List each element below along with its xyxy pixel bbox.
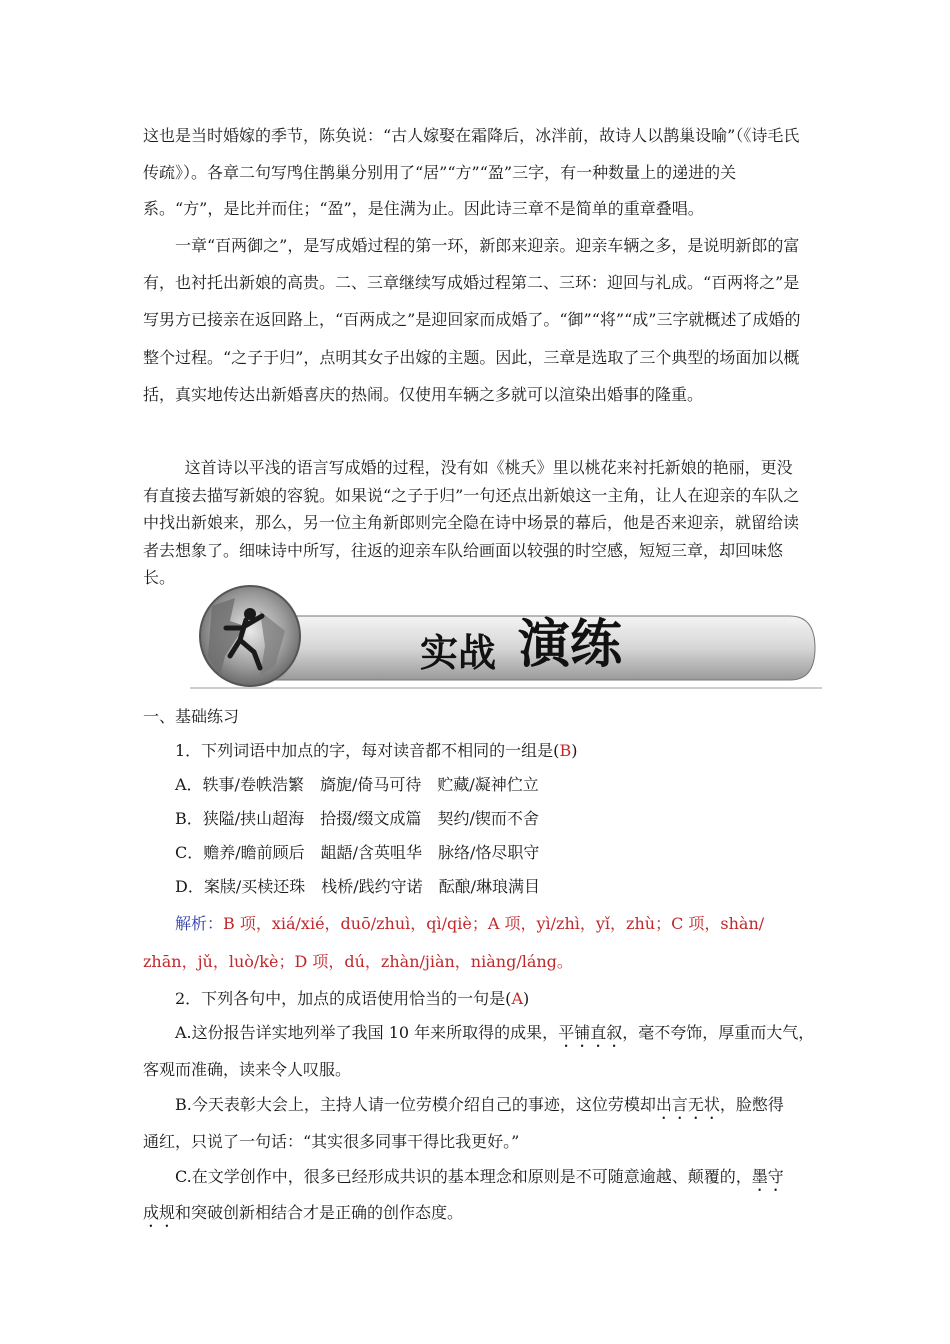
section-banner [190, 576, 822, 691]
option-c-text-end: 和突破创新相结合才是正确的创作态度。 [175, 1203, 464, 1222]
banner-title-a: 实战 [420, 630, 497, 675]
question-1-option-c: C．赡养/瞻前顾后 龃龉/含英咀华 脉络/恪尽职守 [175, 843, 540, 862]
question-2-option-c-line-2 [143, 1200, 463, 1231]
question-2-option-b-line-2: 通红，只说了一句话：“其实很多同事干得比我更好。” [143, 1132, 520, 1151]
question-1-close: ) [571, 741, 578, 760]
question-1-analysis-line-1 [175, 911, 764, 934]
question-2-text: 2．下列各句中，加点的成语使用恰当的一句是( [175, 989, 512, 1008]
section-title: 一、基础练习 [143, 707, 240, 726]
climber-emblem-icon [200, 586, 300, 686]
question-1-stem [175, 738, 577, 761]
question-2-close: ) [523, 989, 530, 1008]
banner-title-b: 演练 [518, 614, 623, 675]
question-2-option-c-line-1 [175, 1164, 784, 1195]
paragraph-2: 一章“百两御之”，是写成婚过程的第一环，新郎来迎亲。迎亲车辆之多，是说明新郎的富有，也衬托出新娘的高贵。二、三章继续写成婚过程第二、三环：迎回与礼成。“百两将之”是写男方已接亲在返回路上，“百两成之”是迎回家而成婚了。“御”“将”“成”三字就概述了成婚的整个过程。“之子于归”，点明其女子出嫁的主题。因此，三章是选取了三个典型的场面加以概括，真实地传达出新婚喜庆的热闹。仅使用车辆之多就可以渲染出婚事的隆重。 [143, 236, 801, 404]
option-b-text: B.今天表彰大会上，主持人请一位劳模介绍自己的事迹，这位劳模却 [175, 1095, 656, 1114]
question-2-option-b-line-1 [175, 1092, 784, 1123]
question-1-option-d: D．案牍/买椟还珠 栈桥/践约守诺 酝酿/琳琅满目 [175, 877, 541, 896]
option-c-idiom-part-2: 成规 [143, 1203, 176, 1222]
paragraph-1: 这也是当时婚嫁的季节，陈奂说：“古人嫁娶在霜降后，冰泮前，故诗人以鹊巢设喻”（《诗毛氏传疏》）。各章二句写鸤住鹊巢分别用了“居”“方”“盈”三字，有一种数量上的递进的关系。“方”，是比并而住；“盈”，是住满为止。因此诗三章不是简单的重章叠唱。 [143, 126, 800, 218]
question-1-answer: B [559, 741, 572, 760]
question-1-option-b: B．狭隘/挟山超海 拾掇/缀文成篇 契约/锲而不舍 [175, 809, 539, 828]
question-1-text: 1．下列词语中加点的字，每对读音都不相同的一组是( [175, 741, 560, 760]
option-a-idiom: 平铺直叙 [558, 1023, 623, 1042]
option-c-text: C.在文学创作中，很多已经形成共识的基本理念和原则是不可随意逾越、颠覆的， [175, 1167, 752, 1186]
question-2-stem [175, 986, 529, 1009]
question-1-analysis-line-2: zhān，jǔ，luò/kè；D 项，dú，zhàn/jiàn，niàng/láng。 [143, 952, 573, 971]
option-b-text-end: ，脸憋得 [719, 1095, 784, 1114]
option-a-text: A.这份报告详实地列举了我国 10 年来所取得的成果， [175, 1023, 559, 1042]
paragraph-3: 这首诗以平浅的语言写成婚的过程，没有如《桃夭》里以桃花来衬托新娘的艳丽，更没有直接去描写新娘的容貌。如果说“之子于归”一句还点出新娘这一主角，让人在迎亲的车队之中找出新娘来，那么，另一位主角新郎则完全隐在诗中场景的幕后，他是否来迎亲，就留给读者去想象了。细味诗中所写，往返的迎亲车队给画面以较强的时空感，短短三章，却回味悠长。 [143, 458, 800, 587]
option-c-idiom-part-1: 墨守 [751, 1167, 784, 1186]
question-1-option-a: A．轶事/卷帙浩繁 旖旎/倚马可待 贮藏/凝神伫立 [175, 775, 539, 794]
analysis-label: 解析： [175, 914, 224, 933]
question-2-option-a-line-2: 客观而准确，读来令人叹服。 [143, 1060, 352, 1079]
option-a-text-end: ，毫不夸饰，厚重而大气， [622, 1023, 815, 1042]
option-b-idiom: 出言无状 [655, 1095, 720, 1114]
analysis-text-1: B 项，xiá/xié，duō/zhuì，qì/qiè；A 项，yì/zhì，yǐ，zhù；C 项，shàn/ [223, 914, 765, 933]
question-2-option-a-line-1 [175, 1020, 814, 1051]
question-2-answer: A [511, 989, 523, 1008]
